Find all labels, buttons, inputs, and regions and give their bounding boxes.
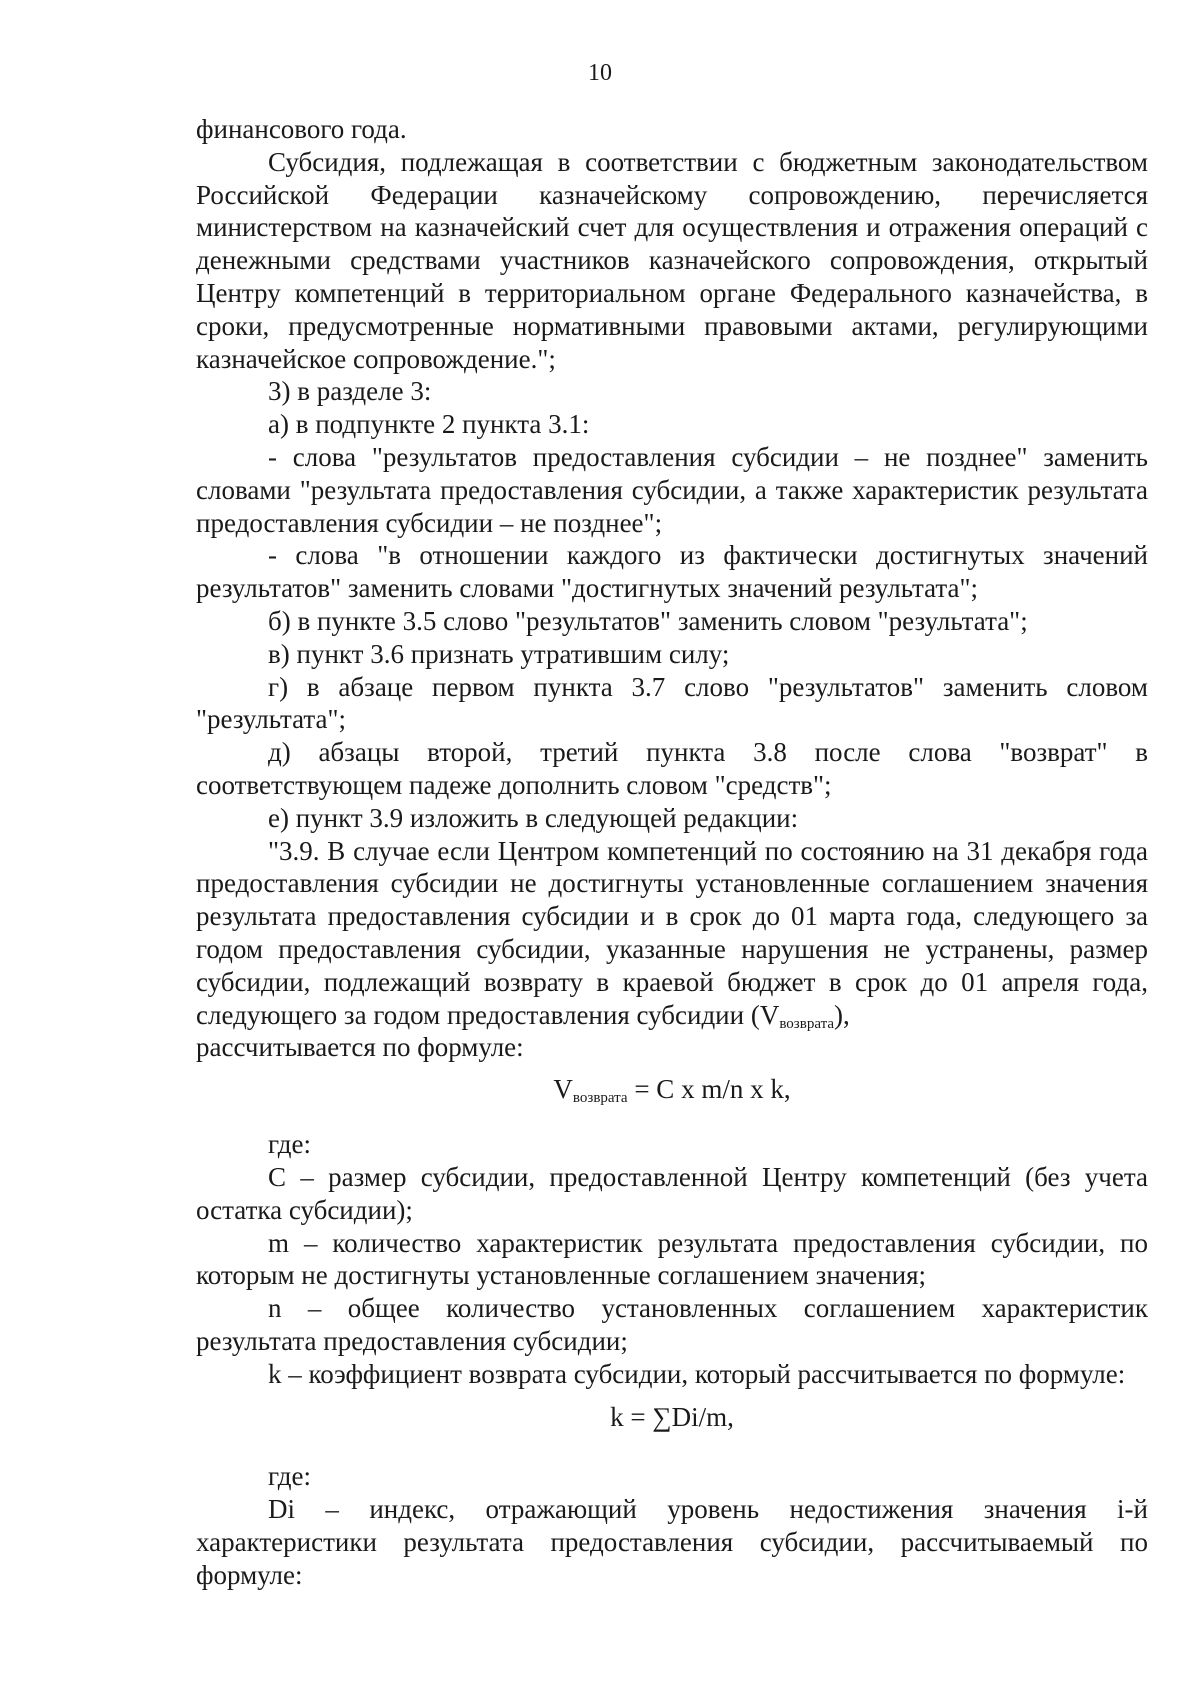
paragraph-def-m: m – количество характеристик результата предоставления субсидии, по которым не достигнуты установленные соглашением значения;	[196, 1227, 1148, 1291]
paragraph-item-a: а) в подпункте 2 пункта 3.1:	[268, 409, 590, 440]
clause-text: "3.9. В случае если Центром компетенций по состоянию на 31 декабря года предоставления субсидии не достигнуты установленные соглашением значения результата предоставления субсидии и в срок до 01 марта года, следующего за годом предоставления субсидии, указанные нарушения не устранены, размер субсидии, подлежащий возврату в краевой бюджет в срок до 01 апреля года, следующего за годом предоставления субсидии (V	[196, 835, 1148, 1030]
formula-lhs-subscript: возврата	[572, 1090, 628, 1107]
formula-lhs: V	[553, 1074, 573, 1105]
paragraph-item-g: г) в абзаце первом пункта 3.7 слово "результатов" заменить словом "результата";	[196, 671, 1148, 735]
paragraph-item-d: д) абзацы второй, третий пункта 3.8 после слова "возврат" в соответствующем падеже дополнить словом "средств";	[196, 737, 1148, 800]
clause-subscript: возврата	[779, 1015, 834, 1032]
page-number: 10	[588, 60, 612, 86]
paragraph-section-3: 3) в разделе 3:	[268, 376, 432, 407]
formula-coefficient: k = ∑Di/m,	[610, 1402, 734, 1433]
paragraph-dash-1: - слова "результатов предоставления субсидии – не позднее" заменить словами "результата предоставления субсидии, а также характеристик результата предоставления субсидии – не позднее";	[196, 441, 1148, 538]
paragraph-clause-last-line: рассчитывается по формуле:	[196, 1032, 524, 1063]
paragraph-continuation: финансового года.	[196, 114, 407, 144]
paragraph-def-n: n – общее количество установленных соглашением характеристик результата предоставления субсидии;	[196, 1293, 1148, 1356]
paragraph-subsidy-transfer: Субсидия, подлежащая в соответствии с бюджетным законодательством Российской Федерации казначейскому сопровождению, перечисляется министерством на казначейский счет для осуществления и отражения операций с денежными средствами участников казначейского сопровождения, открытый Центру компетенций в территориальном органе Федерального казначейства, в сроки, предусмотренные нормативными правовыми актами, регулирующими казначейское сопровождение.";	[196, 146, 1148, 374]
paragraph-where-2: где:	[268, 1461, 311, 1492]
formula-rhs: = C x m/n x k,	[627, 1074, 791, 1105]
paragraph-item-e: е) пункт 3.9 изложить в следующей редакции:	[268, 802, 799, 833]
paragraph-def-di: Di – индекс, отражающий уровень недостижения значения i-й характеристики результата предоставления субсидии, рассчитываемый по формуле:	[196, 1494, 1148, 1590]
paragraph-item-v: в) пункт 3.6 признать утратившим силу;	[268, 638, 730, 669]
document-body	[196, 113, 1148, 1592]
paragraph-def-c: C – размер субсидии, предоставленной Центру компетенций (без учета остатка субсидии);	[196, 1161, 1148, 1225]
formula-return-amount	[196, 1072, 1148, 1106]
clause-text-end: ),	[833, 999, 850, 1030]
paragraph-where-1: где:	[268, 1129, 311, 1160]
paragraph-item-b: б) в пункте 3.5 слово "результатов" заменить словом "результата";	[268, 605, 1028, 636]
paragraph-dash-2: - слова "в отношении каждого из фактически достигнутых значений результатов" заменить словами "достигнутых значений результата";	[196, 540, 1148, 604]
paragraph-clause-3-9	[196, 835, 1148, 1032]
paragraph-def-k: k – коэффициент возврата субсидии, который рассчитывается по формуле:	[268, 1358, 1126, 1389]
